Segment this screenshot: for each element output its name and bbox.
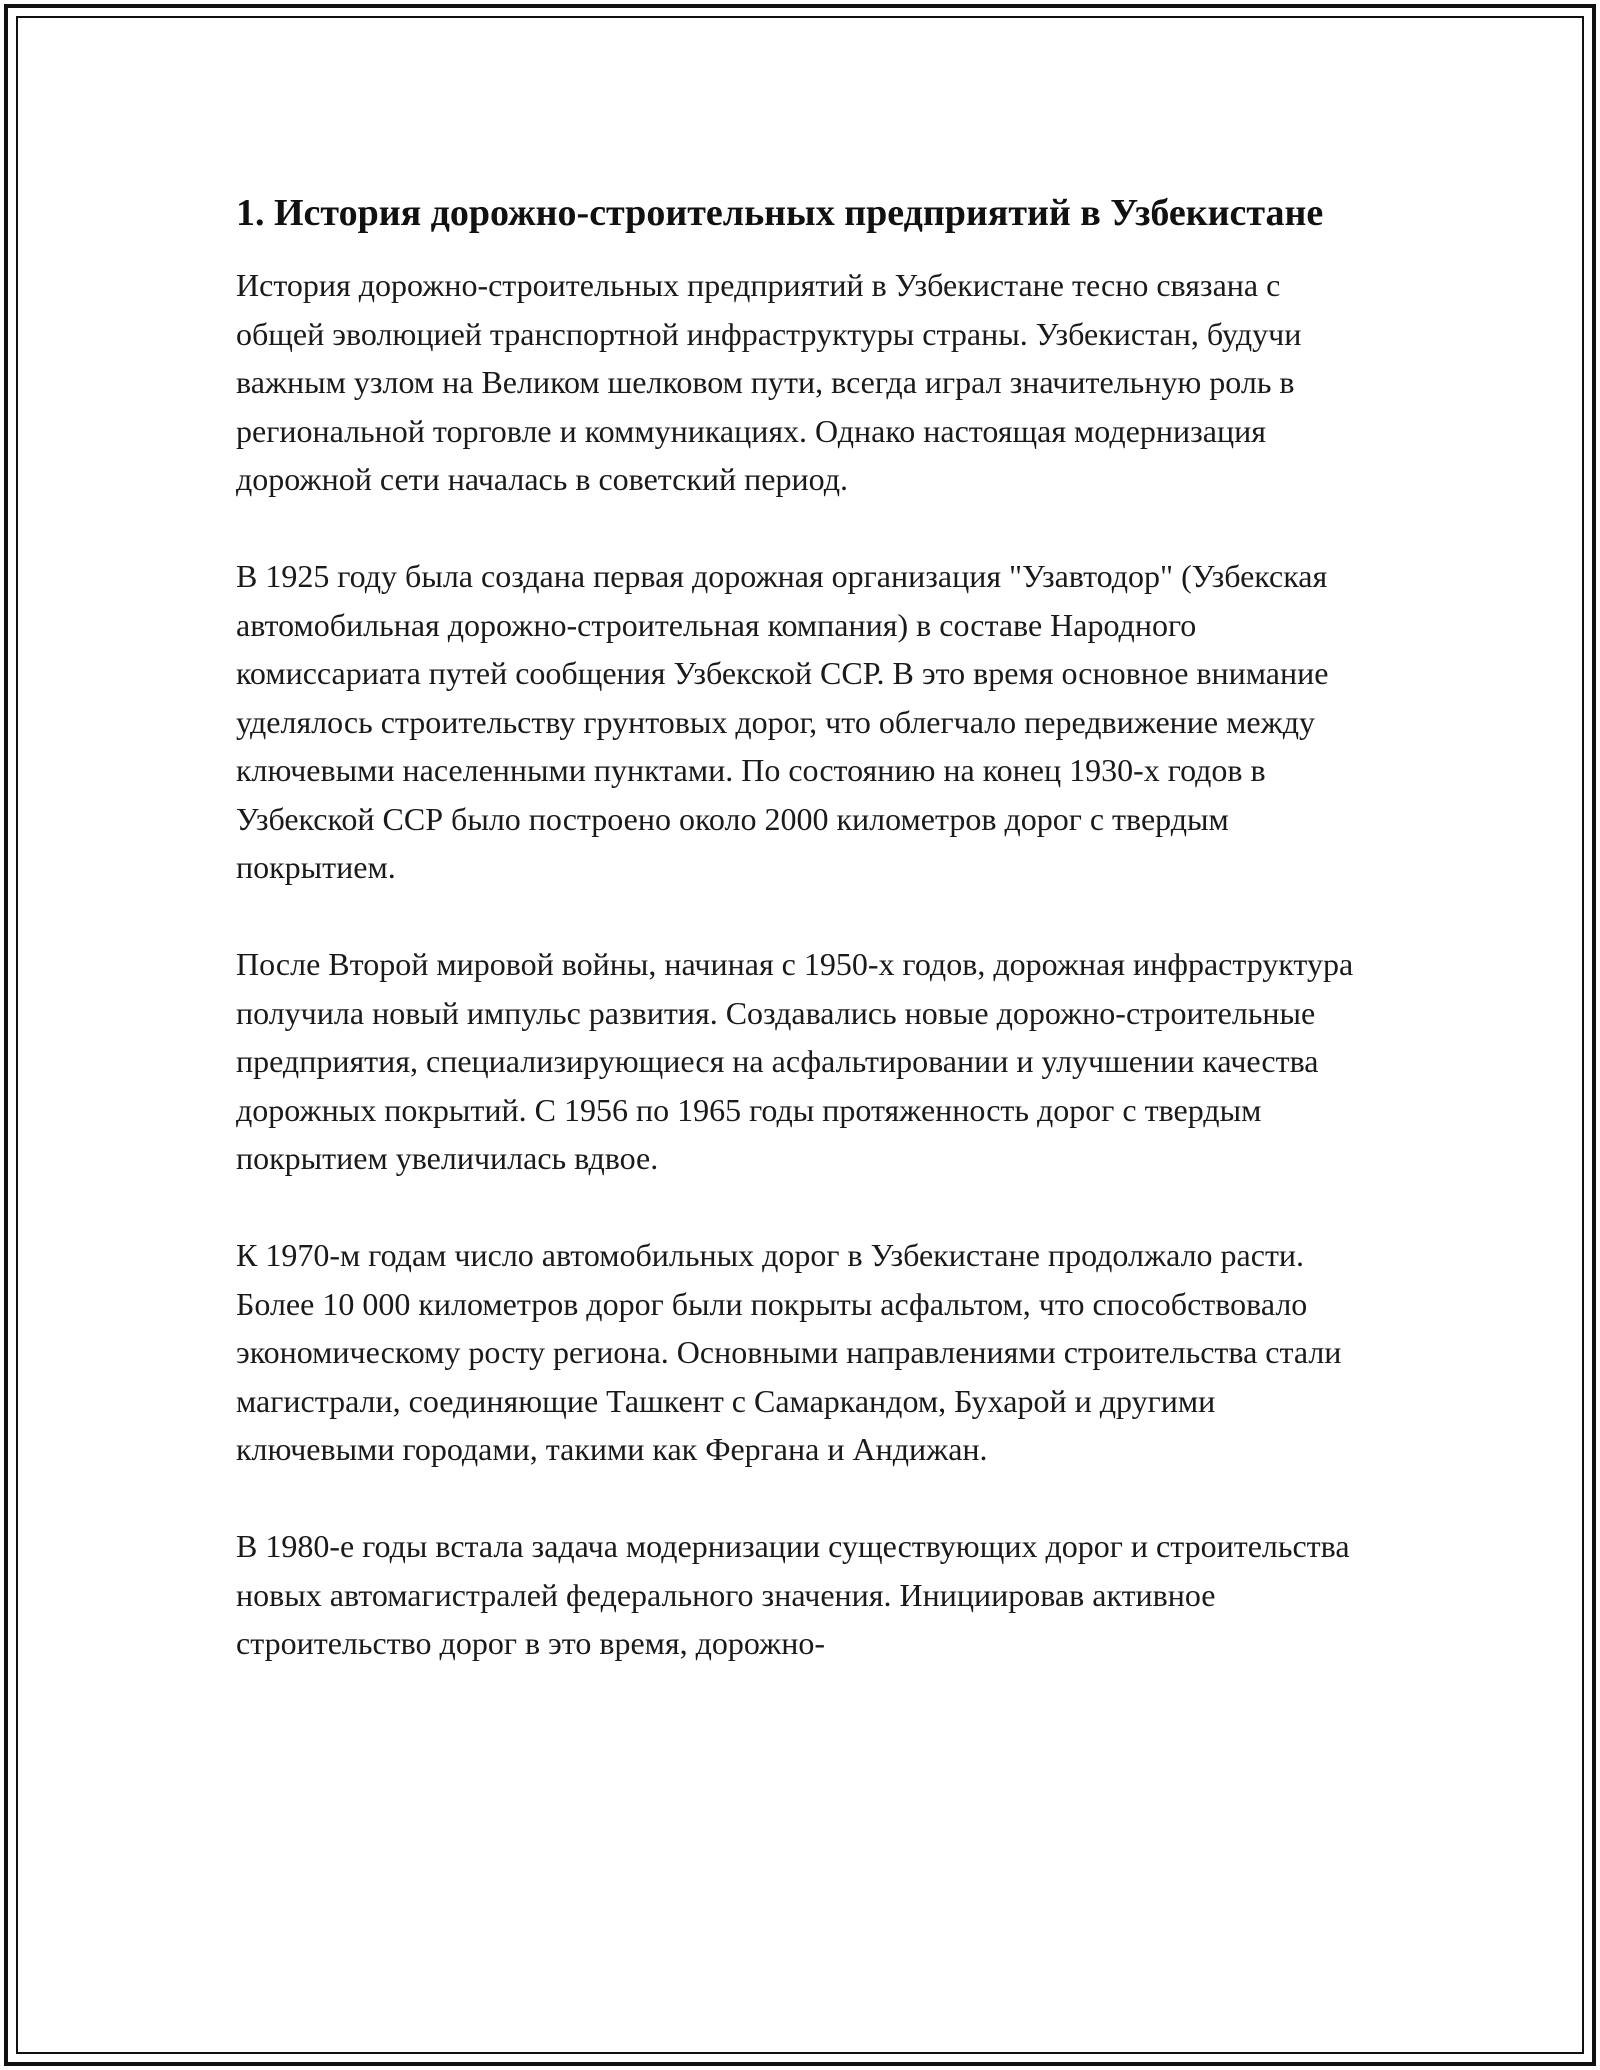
paragraph-3: После Второй мировой войны, начиная с 1950-х годов, дорожная инфраструктура получила новый импульс развития. Создавались новые дорожно-строительные предприятия, специализирующиеся на асфальтировании и улучшении качества дорожных покрытий. С 1956 по 1965 годы протяженность дорог с твердым покрытием увеличилась вдвое.: [236, 946, 1354, 1176]
paragraph-2: В 1925 году была создана первая дорожная организация "Узавтодор" (Узбекская автомобильная дорожно-строительная компания) в составе Народного комиссариата путей сообщения Узбекской ССР. В это время основное внимание уделялось строительству грунтовых дорог, что облегчало передвижение между ключевыми населенными пунктами. По состоянию на конец 1930-х годов в Узбекской ССР было построено около 2000 километров дорог с твердым покрытием.: [236, 558, 1329, 885]
paragraph-1: История дорожно-строительных предприятий в Узбекистане тесно связана с общей эволюцией транспортной инфраструктуры страны. Узбекистан, будучи важным узлом на Великом шелковом пути, всегда играл значительную роль в региональной торговле и коммуникациях. Однако настоящая модернизация дорожной сети началась в советский период.: [236, 267, 1302, 497]
paragraph-5: В 1980-е годы встала задача модернизации существующих дорог и строительства новых автомагистралей федерального значения. Инициировав активное строительство дорог в это время, дорожно-: [236, 1528, 1350, 1661]
section-title: 1. История дорожно-строительных предприятий в Узбекистане: [236, 192, 1324, 234]
paragraph-4: К 1970-м годам число автомобильных дорог в Узбекистане продолжало расти. Более 10 000 километров дорог были покрыты асфальтом, что способствовало экономическому росту региона. Основными направлениями строительства стали магистрали, соединяющие Ташкент с Самаркандом, Бухарой и другими ключевыми городами, такими как Фергана и Андижан.: [236, 1237, 1342, 1467]
document-body: [236, 186, 1376, 1668]
